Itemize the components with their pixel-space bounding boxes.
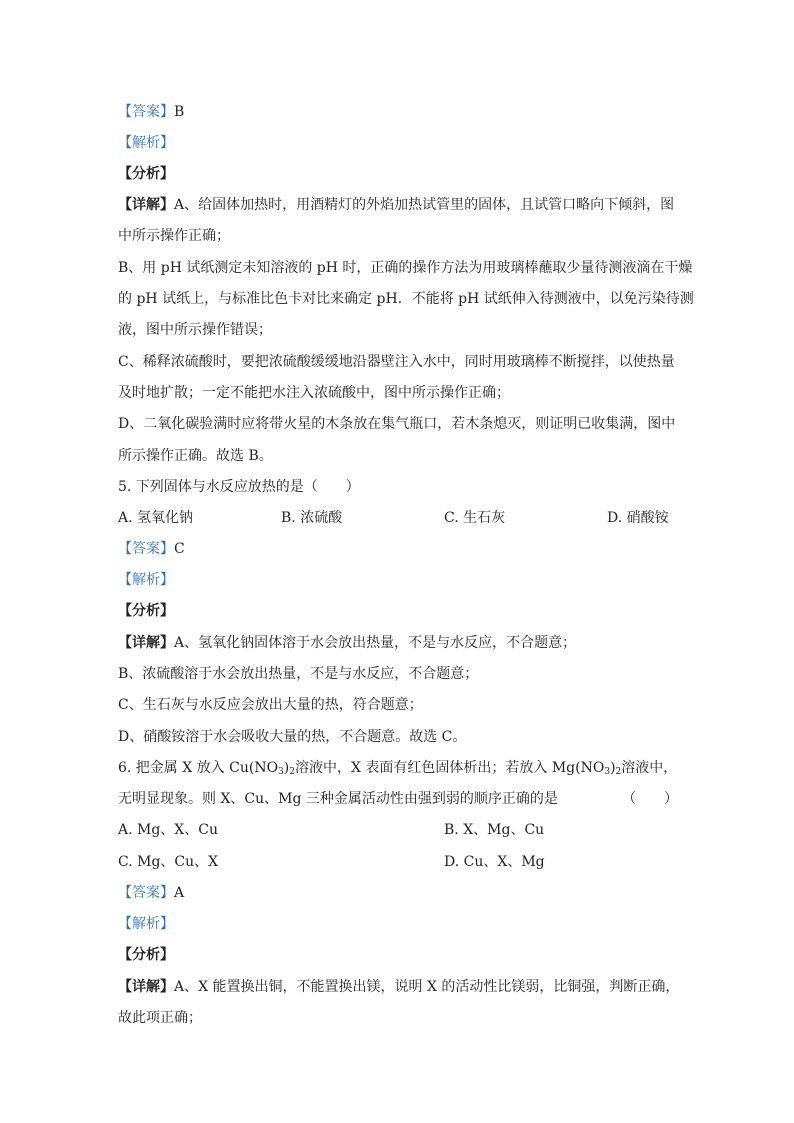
subscript: 2	[615, 767, 622, 777]
q6-detail-line-0	[118, 979, 679, 995]
q5-option-c: C. 生石灰	[444, 510, 506, 526]
q5-option-b: B. 浓硫酸	[281, 510, 343, 526]
stem-part: 6. 把金属 X 放入 Cu(NO	[118, 760, 279, 776]
q6-analyze-tag: 【分析】	[118, 947, 174, 963]
subscript: 3	[278, 767, 284, 777]
detail-text: A、氢氧化钠固体溶于水会放出热量，不是与水反应，不合题意；	[174, 635, 577, 651]
answer-value: B	[174, 104, 185, 120]
detail-text: A、X 能置换出铜，不能置换出镁，说明 X 的活动性比镁弱，比铜强，判断正确，	[174, 979, 680, 995]
q5-stem: 5. 下列固体与水反应放热的是（ ）	[118, 479, 360, 495]
q4-detail-line-5: C、稀释浓硫酸时，要把浓硫酸缓缓地沿器壁注入水中，同时用玻璃棒不断搅拌，以使热量	[118, 354, 675, 370]
q5-option-d: D. 硝酸铵	[607, 510, 669, 526]
q4-answer	[118, 104, 184, 120]
answer-value: A	[174, 885, 185, 901]
answer-tag: 【答案】	[118, 885, 174, 901]
detail-text: A、给固体加热时，用酒精灯的外焰加热试管里的固体，且试管口略向下倾斜，图	[174, 197, 675, 213]
q6-detail-line-1: 故此项正确；	[118, 1010, 202, 1026]
subscript: 2	[289, 767, 295, 777]
q4-analysis-tag: 【解析】	[118, 135, 174, 151]
q4-detail-line-1: 中所示操作正确；	[118, 228, 230, 244]
q6-analysis-tag: 【解析】	[118, 916, 174, 932]
q5-analysis-tag: 【解析】	[118, 572, 174, 588]
q4-detail-line-2: B、用 pH 试纸测定未知溶液的 pH 时，正确的操作方法为用玻璃棒蘸取少量待测液滴在干燥	[118, 260, 693, 276]
q5-detail-line-3: D、硝酸铵溶于水会吸收大量的热，不合题意。故选 C。	[118, 729, 467, 745]
stem-part: 溶液中，X 表面有红色固体析出；若放入 Mg(NO	[294, 760, 605, 776]
detail-tag: 【详解】	[118, 979, 174, 995]
detail-tag: 【详解】	[118, 197, 174, 213]
q4-detail-line-8: 所示操作正确。故选 B。	[118, 448, 273, 464]
q4-detail-line-7: D、二氧化碳验满时应将带火星的木条放在集气瓶口，若木条熄灭，则证明已收集满，图中	[118, 416, 676, 432]
q5-detail-line-1: B、浓硫酸溶于水会放出热量，不是与水反应，不合题意；	[118, 666, 479, 682]
q6-option-a: A. Mg、X、Cu	[118, 822, 219, 838]
q4-detail-line-4: 液，图中所示操作错误；	[118, 322, 272, 338]
q6-stem-line-2: 无明显现象。则 X、Cu、Mg 三种金属活动性由强到弱的顺序正确的是	[118, 791, 558, 807]
q4-detail-line-3: 的 pH 试纸上，与标准比色卡对比来确定 pH．不能将 pH 试纸伸入待测液中，以免污染待测	[118, 291, 694, 307]
q4-detail-line-6: 及时地扩散；一定不能把水注入浓硫酸中，图中所示操作正确；	[118, 385, 510, 401]
stem-part: 溶液中，	[621, 760, 678, 776]
answer-tag: 【答案】	[118, 541, 174, 557]
q5-option-a: A. 氢氧化钠	[118, 510, 194, 526]
q6-answer-blank: （ ）	[622, 791, 678, 807]
q6-option-b: B. X、Mg、Cu	[444, 822, 545, 838]
q5-answer	[118, 541, 185, 557]
detail-tag: 【详解】	[118, 635, 174, 651]
answer-tag: 【答案】	[118, 104, 174, 120]
q6-option-c: C. Mg、Cu、X	[118, 854, 219, 870]
q4-detail-line-0	[118, 197, 674, 213]
q6-option-d: D. Cu、X、Mg	[444, 854, 545, 870]
q6-answer	[118, 885, 184, 901]
q4-analyze-tag: 【分析】	[118, 166, 174, 182]
stem-part: )	[283, 760, 290, 776]
q5-detail-line-0	[118, 635, 576, 651]
answer-value: C	[174, 541, 185, 557]
q5-detail-line-2: C、生石灰与水反应会放出大量的热，符合题意；	[118, 697, 423, 713]
q5-analyze-tag: 【分析】	[118, 603, 174, 619]
q6-stem-line-1	[118, 760, 677, 776]
stem-part: )	[610, 760, 616, 776]
subscript: 3	[604, 767, 611, 777]
